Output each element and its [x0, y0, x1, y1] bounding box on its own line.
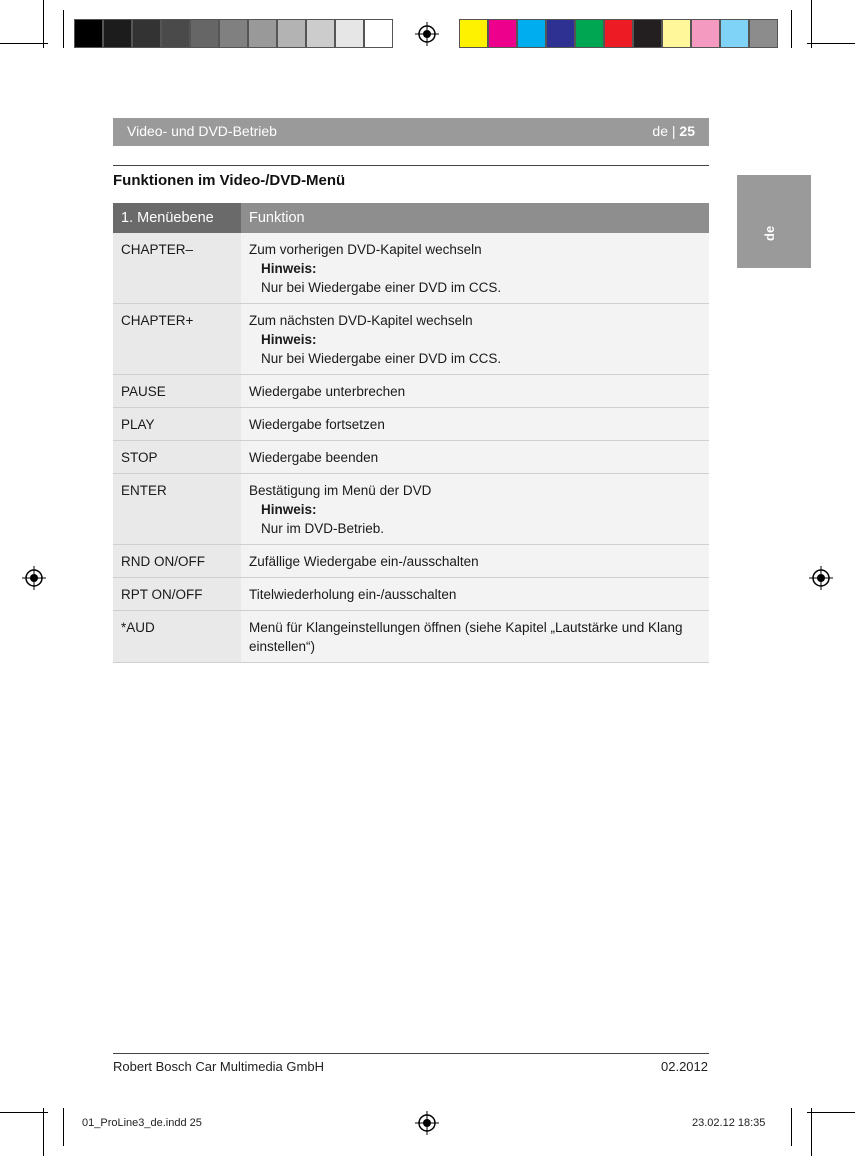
registration-target-icon: [415, 22, 439, 46]
footer-company: Robert Bosch Car Multimedia GmbH: [113, 1059, 324, 1074]
gray-swatch: [161, 19, 190, 48]
table-row: [113, 578, 709, 611]
crop-mark: [791, 1108, 792, 1146]
page-title: Funktionen im Video-/DVD-Menü: [113, 172, 346, 189]
gray-swatch: [335, 19, 364, 48]
column-header-menu-level: 1. Menüebene: [113, 203, 241, 233]
slug-file: 01_ProLine3_de.indd 25: [82, 1117, 202, 1129]
color-swatch: [517, 19, 546, 48]
gray-swatch: [132, 19, 161, 48]
menu-level-cell: PLAY: [113, 408, 241, 441]
hint-text: Nur bei Wiedergabe einer DVD im CCS.: [261, 351, 502, 366]
function-text: Zum vorherigen DVD-Kapitel wechseln: [249, 242, 482, 257]
side-tab-label: de: [762, 225, 777, 241]
crop-mark: [811, 1108, 812, 1156]
menu-level-cell: CHAPTER–: [113, 233, 241, 304]
table-row: [113, 408, 709, 441]
gray-swatch: [103, 19, 132, 48]
function-cell: [241, 441, 709, 474]
process-color-bar: [459, 19, 778, 48]
crop-mark: [63, 1108, 64, 1146]
hint-label: Hinweis:: [261, 261, 317, 276]
color-swatch: [691, 19, 720, 48]
color-swatch: [459, 19, 488, 48]
header-language: de: [652, 123, 668, 139]
color-swatch: [749, 19, 778, 48]
function-text: Titelwiederholung ein-/ausschalten: [249, 587, 457, 602]
table-row: [113, 375, 709, 408]
grayscale-color-bar: [74, 19, 393, 48]
function-text: Wiedergabe fortsetzen: [249, 417, 385, 432]
menu-level-cell: ENTER: [113, 474, 241, 545]
table-row: [113, 545, 709, 578]
function-cell: [241, 611, 709, 663]
crop-mark: [43, 0, 44, 48]
menu-level-cell: RND ON/OFF: [113, 545, 241, 578]
gray-swatch: [364, 19, 393, 48]
crop-mark: [811, 0, 812, 48]
color-swatch: [488, 19, 517, 48]
menu-level-cell: STOP: [113, 441, 241, 474]
title-rule: [113, 165, 709, 166]
function-cell: [241, 375, 709, 408]
header-page-number: 25: [679, 123, 695, 139]
crop-mark: [0, 1112, 48, 1113]
function-text: Wiedergabe beenden: [249, 450, 379, 465]
color-swatch: [720, 19, 749, 48]
function-cell: [241, 408, 709, 441]
crop-mark: [0, 43, 48, 44]
header-section-title: Video- und DVD-Betrieb: [127, 123, 277, 139]
function-cell: [241, 304, 709, 375]
gray-swatch: [306, 19, 335, 48]
table-header-row: [113, 203, 709, 233]
color-swatch: [604, 19, 633, 48]
color-swatch: [662, 19, 691, 48]
function-text: Zufällige Wiedergabe ein-/ausschalten: [249, 554, 479, 569]
registration-target-icon: [22, 566, 46, 590]
footer-date: 02.2012: [661, 1059, 708, 1074]
table-row: [113, 304, 709, 375]
function-table: [113, 203, 709, 663]
function-cell: [241, 474, 709, 545]
function-cell: [241, 233, 709, 304]
crop-mark: [791, 10, 792, 48]
gray-swatch: [277, 19, 306, 48]
crop-mark: [807, 43, 855, 44]
gray-swatch: [190, 19, 219, 48]
running-header: [113, 118, 709, 146]
slug-timestamp: 23.02.12 18:35: [692, 1117, 766, 1129]
gray-swatch: [248, 19, 277, 48]
function-text: Wiedergabe unterbrechen: [249, 384, 406, 399]
table-row: [113, 474, 709, 545]
color-swatch: [633, 19, 662, 48]
registration-target-icon: [415, 1111, 439, 1135]
hint-label: Hinweis:: [261, 332, 317, 347]
table-row: [113, 611, 709, 663]
table-row: [113, 233, 709, 304]
function-cell: [241, 578, 709, 611]
registration-target-icon: [809, 566, 833, 590]
hint-text: Nur bei Wiedergabe einer DVD im CCS.: [261, 280, 502, 295]
gray-swatch: [74, 19, 103, 48]
color-swatch: [546, 19, 575, 48]
function-text: Zum nächsten DVD-Kapitel wechseln: [249, 313, 473, 328]
footer-rule: [113, 1053, 709, 1054]
crop-mark: [807, 1112, 855, 1113]
menu-level-cell: PAUSE: [113, 375, 241, 408]
gray-swatch: [219, 19, 248, 48]
menu-level-cell: RPT ON/OFF: [113, 578, 241, 611]
function-text: Menü für Klangeinstellungen öffnen (siehe Kapitel „Lautstärke und Klang einstellen“): [249, 620, 683, 654]
table-row: [113, 441, 709, 474]
crop-mark: [63, 10, 64, 48]
crop-mark: [43, 1108, 44, 1156]
hint-text: Nur im DVD-Betrieb.: [261, 521, 385, 536]
function-text: Bestätigung im Menü der DVD: [249, 483, 432, 498]
header-page-label: de | 25: [652, 123, 695, 139]
column-header-function: Funktion: [241, 203, 709, 233]
color-swatch: [575, 19, 604, 48]
menu-level-cell: *AUD: [113, 611, 241, 663]
menu-level-cell: CHAPTER+: [113, 304, 241, 375]
function-cell: [241, 545, 709, 578]
hint-label: Hinweis:: [261, 502, 317, 517]
language-side-tab: [737, 175, 811, 268]
